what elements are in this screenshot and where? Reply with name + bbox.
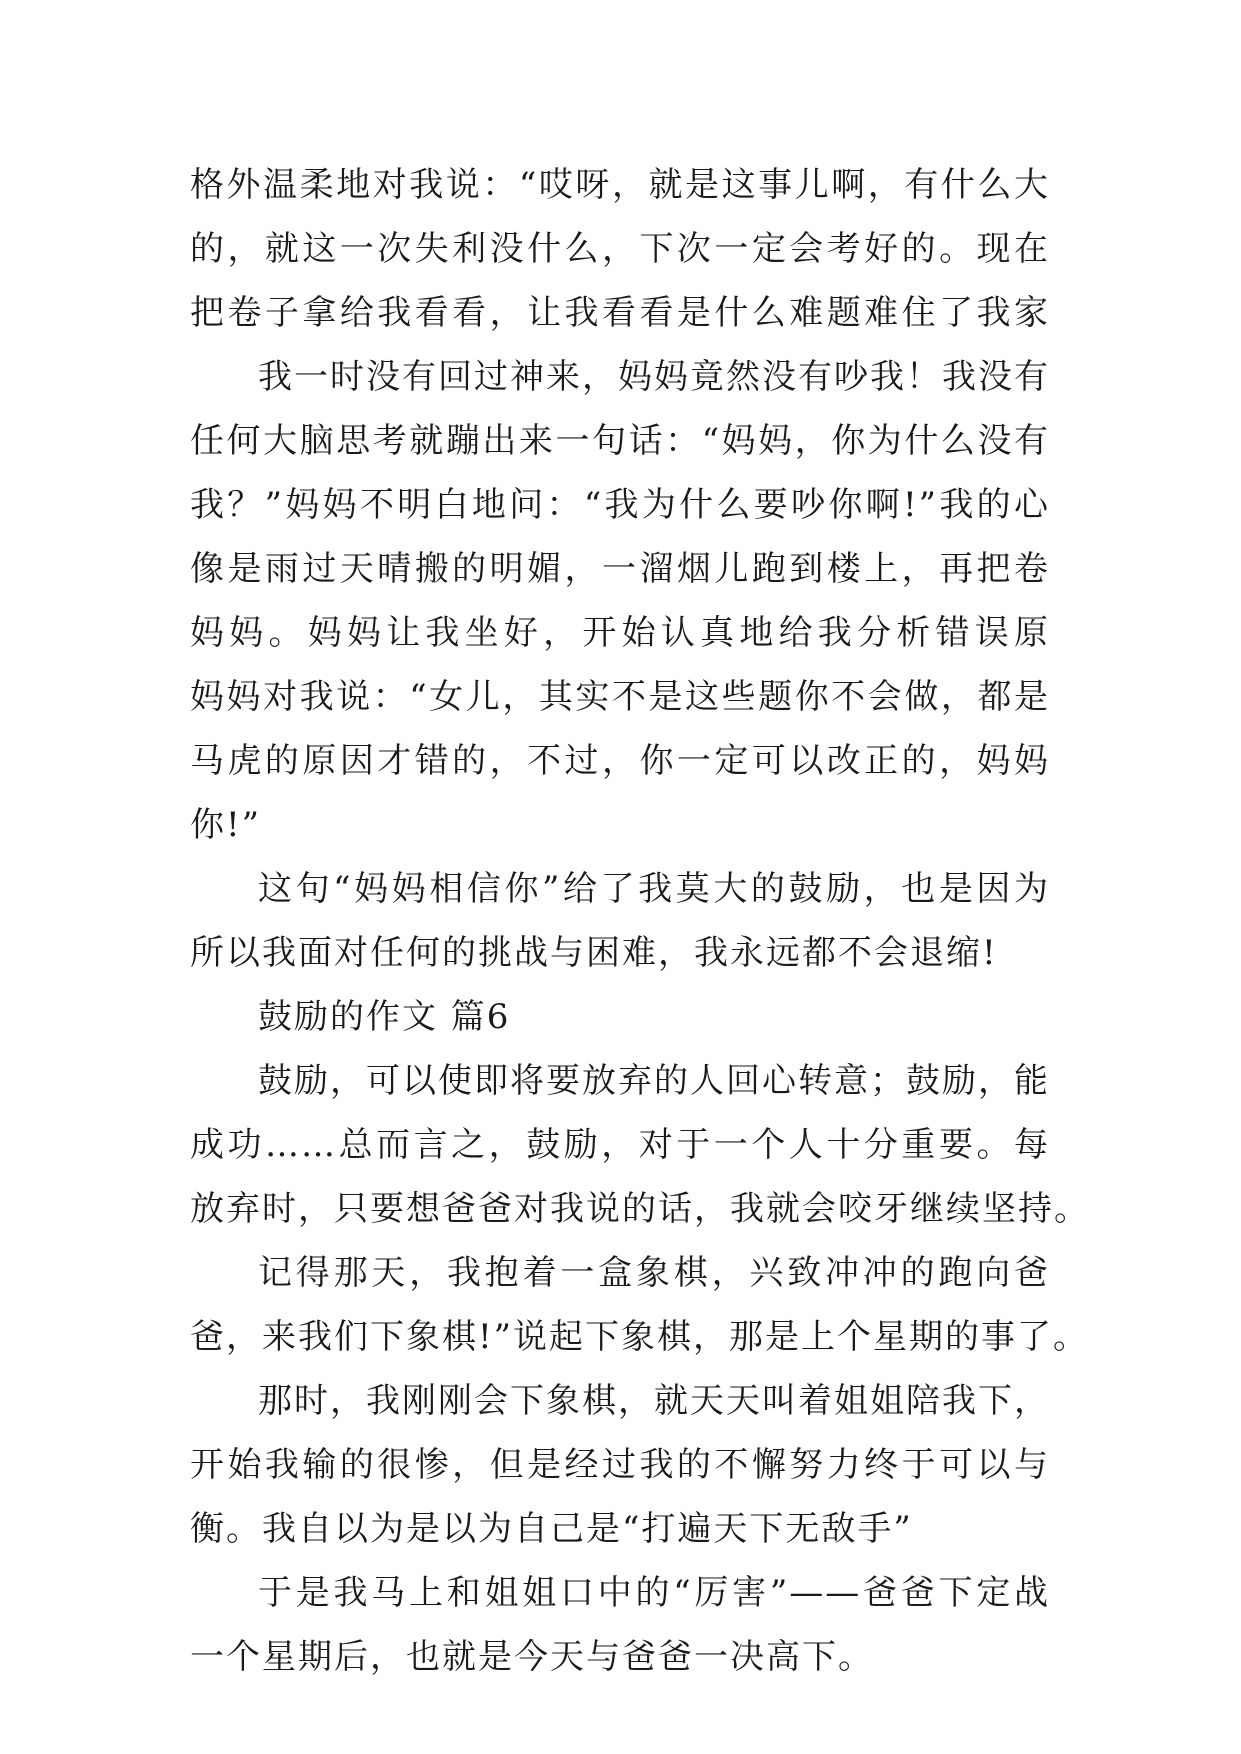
text-line: 妈妈对我说：“女儿，其实不是这些题你不会做，都是 — [190, 677, 1050, 717]
text-line: 的，就这一次失利没什么，下次一定会考好的。现在 — [190, 229, 1050, 269]
text-line: 爸，来我们下象棋!”说起下象棋，那是上个星期的事了。 — [190, 1317, 1090, 1357]
text-line: 马虎的原因才错的，不过，你一定可以改正的，妈妈 — [190, 741, 1050, 781]
text-line: 开始我输的很惨，但是经过我的不懈努力终于可以与 — [190, 1445, 1050, 1485]
text-line: 成功……总而言之，鼓励，对于一个人十分重要。每 — [190, 1125, 1050, 1165]
text-line: 这句“妈妈相信你”给了我莫大的鼓励，也是因为 — [258, 869, 1050, 909]
text-line: 所以我面对任何的挑战与困难，我永远都不会退缩! — [190, 933, 998, 973]
text-line: 像是雨过天晴搬的明媚，一溜烟儿跑到楼上，再把卷 — [190, 549, 1050, 589]
text-line: 我一时没有回过神来，妈妈竟然没有吵我！我没有 — [258, 357, 1050, 397]
text-line: 一个星期后，也就是今天与爸爸一决高下。 — [190, 1637, 874, 1677]
text-line: 放弃时，只要想爸爸对我说的话，我就会咬牙继续坚持。 — [190, 1189, 1090, 1229]
text-line: 鼓励的作文 篇6 — [258, 997, 511, 1037]
text-line: 鼓励，可以使即将要放弃的人回心转意；鼓励，能 — [258, 1061, 1050, 1101]
text-line: 格外温柔地对我说：“哎呀，就是这事儿啊，有什么大 — [190, 165, 1050, 205]
text-line: 把卷子拿给我看看，让我看看是什么难题难住了我家 — [190, 293, 1050, 333]
text-line: 我？”妈妈不明白地问：“我为什么要吵你啊!”我的心 — [190, 485, 1050, 525]
text-line: 记得那天，我抱着一盒象棋，兴致冲冲的跑向爸 — [258, 1253, 1050, 1293]
text-line: 任何大脑思考就蹦出来一句话：“妈妈，你为什么没有 — [190, 421, 1050, 461]
document-body — [190, 153, 1090, 1689]
text-line: 于是我马上和姐姐口中的“厉害”——爸爸下定战 — [258, 1573, 1050, 1613]
text-line: 衡。我自以为是以为自己是“打遍天下无敌手” — [190, 1509, 913, 1549]
text-line: 妈妈。妈妈让我坐好，开始认真地给我分析错误原 — [190, 613, 1050, 653]
text-line: 你!” — [190, 805, 262, 845]
text-line: 那时，我刚刚会下象棋，就天天叫着姐姐陪我下， — [258, 1381, 1050, 1421]
